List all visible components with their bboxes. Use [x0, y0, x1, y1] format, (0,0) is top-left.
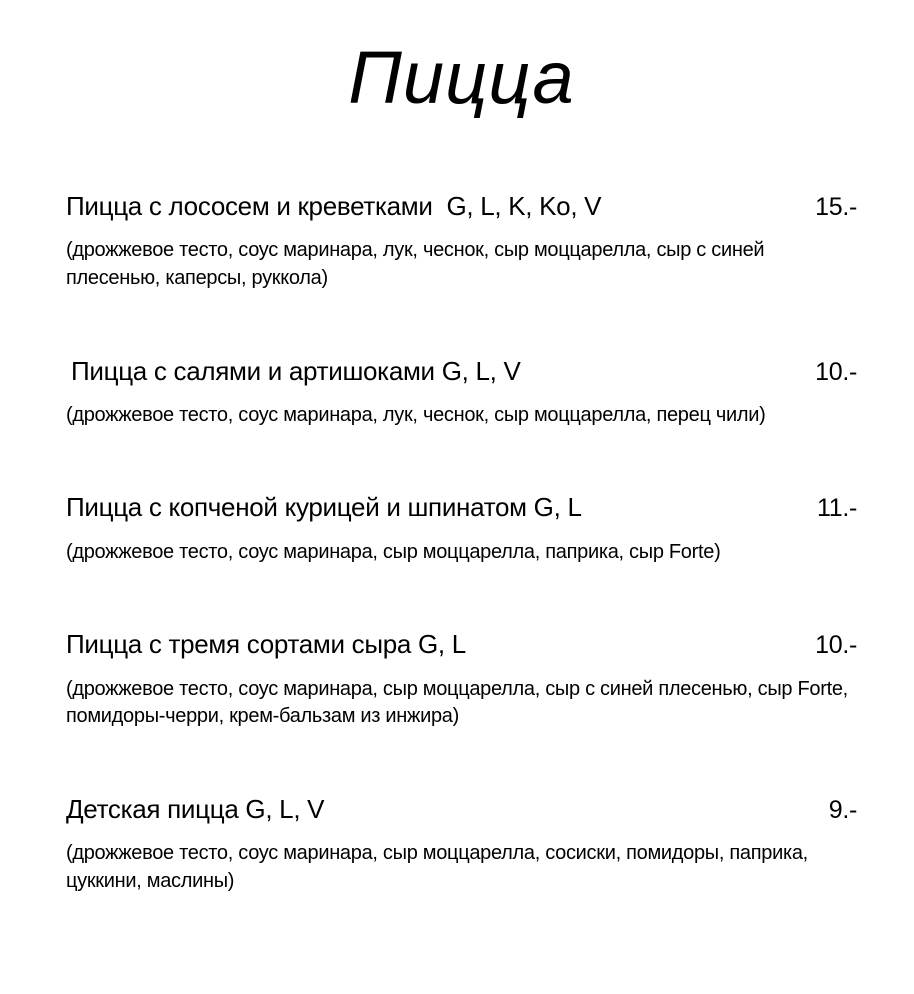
page-title: Пицца [348, 36, 575, 119]
menu-item-header [66, 628, 857, 661]
menu-item-description: (дрожжевое тесто, соус маринара, лук, чеснок, сыр моццарелла, сыр с синей плесенью, каперсы, руккола) [66, 239, 765, 290]
menu-list [66, 190, 857, 895]
menu-item-description: (дрожжевое тесто, соус маринара, сыр моццарелла, сыр с синей плесенью, сыр Forte, помидоры-черри, крем-бальзам из инжира) [66, 677, 848, 728]
menu-item-name: Детская пицца G, L, V [66, 793, 325, 824]
menu-item [66, 628, 857, 730]
menu-item-name: Пицца с салями и артишоками G, L, V [71, 355, 521, 386]
menu-item-description: (дрожжевое тесто, соус маринара, лук, чеснок, сыр моццарелла, перец чили) [66, 403, 766, 426]
menu-item [66, 355, 857, 430]
menu-item [66, 491, 857, 566]
menu-item-name: Пицца с копченой курицей и шпинатом G, L [66, 492, 582, 523]
menu-item-price: 9.- [828, 795, 857, 824]
menu-item [66, 793, 857, 895]
menu-item-price: 10.- [815, 357, 857, 386]
menu-item-header [66, 355, 857, 388]
menu-item-price: 11.- [816, 494, 857, 523]
menu-item-header [66, 491, 857, 524]
menu-item-description: (дрожжевое тесто, соус маринара, сыр моццарелла, сосиски, помидоры, паприка, цуккини, маслины) [66, 842, 808, 892]
menu-item-header [66, 190, 857, 223]
menu-item-name: Пицца с тремя сортами сыра G, L [66, 629, 466, 660]
menu-item-header [66, 793, 857, 826]
menu-item-price: 15.- [815, 193, 857, 222]
menu-item-price: 10.- [815, 631, 857, 660]
menu-item [66, 190, 857, 292]
menu-item-description: (дрожжевое тесто, соус маринара, сыр моццарелла, паприка, сыр Forte) [66, 540, 721, 563]
menu-item-name: Пицца с лососем и креветками G, L, K, Ko, V [66, 191, 602, 222]
